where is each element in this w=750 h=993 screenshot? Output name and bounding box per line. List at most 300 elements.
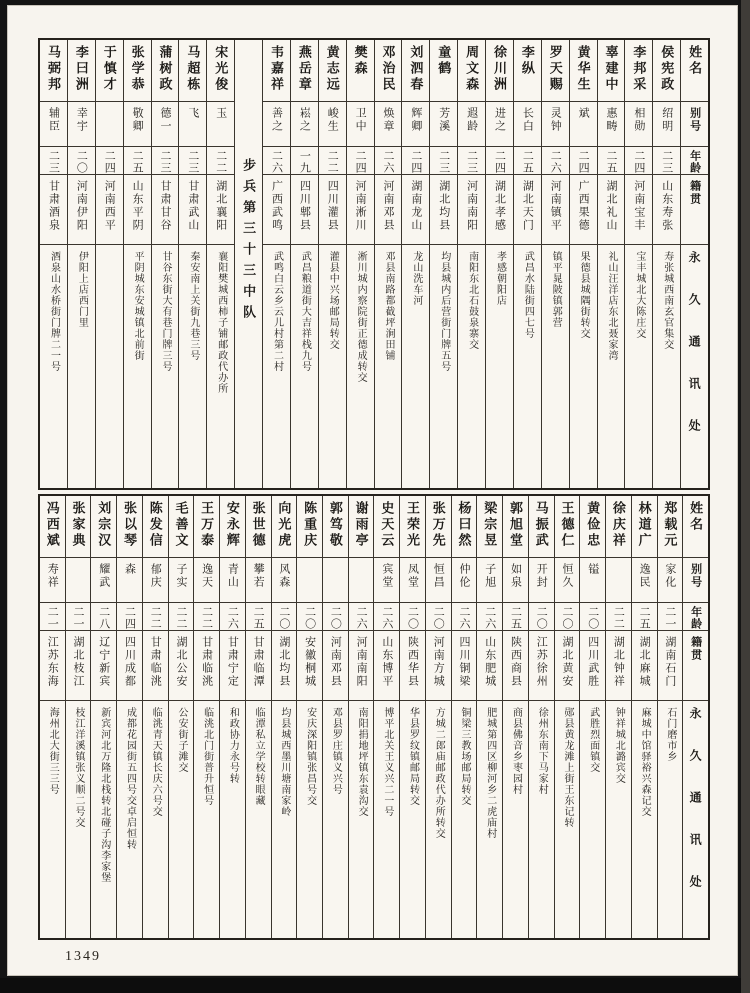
native-cell [40,175,67,245]
age-cell-text: 二一 [663,606,676,630]
age-cell [179,147,206,175]
age-cell-text: 二五 [638,606,651,630]
age-cell-text: 二八 [97,606,110,630]
address-cell [40,245,67,488]
alias-cell [375,102,402,147]
native-cell-text: 四川武胜 [586,636,599,688]
alias-cell-text: 辉卿 [409,107,422,133]
address-cell [542,245,569,488]
address-cell [598,245,625,488]
age-cell [66,603,91,631]
native-cell [426,631,451,701]
age-cell-text: 二二 [326,150,339,174]
alias-cell-text: 焕章 [381,107,394,133]
address-cell [570,245,597,488]
person-column [605,496,631,938]
age-cell [220,603,245,631]
name-cell-text: 李纵 [519,45,535,77]
name-cell-text: 徐庆祥 [610,501,626,549]
person-column [631,496,657,938]
native-cell-text: 湖北礼山 [604,180,617,232]
name-cell [374,496,399,558]
name-cell [400,496,425,558]
address-cell [291,245,318,488]
age-cell [40,147,67,175]
native-cell-text: 江苏东海 [46,636,59,688]
address-cell [503,701,528,938]
alias-cell-text: 镒 [586,563,599,576]
age-cell-text: 二四 [409,150,422,174]
address-cell [514,245,541,488]
alias-cell-text: 幸宇 [75,107,88,133]
address-cell [477,701,502,938]
name-cell-text: 杨曰然 [456,501,472,549]
alias-cell [246,558,271,603]
person-column [485,40,513,488]
native-cell [529,631,554,701]
person-column [652,40,680,488]
alias-cell [40,102,67,147]
address-cell [347,245,374,488]
alias-cell-text: 灵钟 [549,107,562,133]
alias-cell-text: 宾堂 [380,563,393,589]
alias-cell [319,102,346,147]
person-column [90,496,116,938]
age-cell [514,147,541,175]
address-cell-text: 枝江洋溪镇张义顺二号交 [73,707,84,828]
age-cell [374,603,399,631]
address-cell [486,245,513,488]
alias-cell-text: 惠畴 [604,107,617,133]
address-cell-text: 麻城中馆驿裕兴森记交 [639,707,651,817]
age-cell-text: 二〇 [75,150,88,174]
address-cell [194,701,219,938]
age-cell-text: 二二 [174,606,187,630]
address-cell [143,701,168,938]
scan-edge-bottom [0,978,750,993]
age-header-text: 年龄 [688,150,701,174]
age-cell-text: 二五 [509,606,522,630]
name-cell [323,496,348,558]
alias-cell-text: 耀武 [97,563,110,589]
native-cell [570,175,597,245]
age-cell-text: 二〇 [303,606,316,630]
alias-cell [542,102,569,147]
native-header-text: 籍贯 [688,180,701,206]
age-cell-text: 二六 [458,606,471,630]
native-cell [220,631,245,701]
name-cell-text: 张以琴 [121,501,137,549]
name-cell [66,496,91,558]
alias-cell-text: 飞 [186,107,199,120]
name-header [683,496,708,558]
name-cell-text: 李曰洲 [73,45,89,93]
name-cell [68,40,95,102]
address-cell-text: 甘谷东街大有巷门牌三号 [159,251,171,372]
native-cell [297,631,322,701]
alias-cell [529,558,554,603]
native-cell-text: 河南邓县 [381,180,394,232]
native-cell-text: 湖北天门 [521,180,534,232]
address-cell [263,245,290,488]
native-cell [402,175,429,245]
native-cell [542,175,569,245]
alias-cell-text: 逸天 [200,563,213,589]
top-table [38,38,710,490]
address-cell-text: 武昌水陆街四七号 [522,251,534,339]
age-cell-text: 二三 [186,150,199,174]
age-cell [430,147,457,175]
age-cell [272,603,297,631]
native-cell-text: 甘肃宁定 [226,636,239,688]
address-cell-text: 新宾河北万隆北栈转北碰子沟李家堡 [98,707,110,883]
alias-cell [169,558,194,603]
address-cell [653,245,680,488]
alias-header [683,558,708,603]
native-cell [68,175,95,245]
age-cell-text: 二五 [604,150,617,174]
age-header [683,603,708,631]
native-cell-text: 河南南阳 [465,180,478,232]
address-cell-text: 武胜烈面镇交 [587,707,599,773]
person-column [116,496,142,938]
name-header-text: 姓名 [688,501,704,533]
name-cell [40,40,67,102]
address-cell-text: 石门磨市乡 [664,707,676,762]
person-column [451,496,477,938]
name-cell [653,40,680,102]
name-cell-text: 陈发信 [147,501,163,549]
person-column [374,40,402,488]
alias-cell-text: 斌 [577,107,590,120]
alias-cell [653,102,680,147]
address-cell-text: 均县城西墨川塘南家岭 [278,707,290,817]
name-cell [349,496,374,558]
name-cell [169,496,194,558]
native-cell-text: 湖南石门 [663,636,676,688]
person-column [123,40,151,488]
address-cell [66,701,91,938]
age-cell [194,603,219,631]
name-cell [477,496,502,558]
name-cell [291,40,318,102]
alias-cell [66,558,91,603]
address-header [683,701,708,938]
person-column [348,496,374,938]
address-cell [606,701,631,938]
name-cell [606,496,631,558]
age-cell [68,147,95,175]
age-cell [503,603,528,631]
alias-cell [486,102,513,147]
person-column [67,40,95,488]
address-cell-text: 酒泉山水桥街门牌二一号 [48,251,60,372]
native-cell-text: 广西武鸣 [270,180,283,232]
name-cell [117,496,142,558]
native-cell-text: 山东博平 [380,636,393,688]
age-cell-text: 二〇 [586,606,599,630]
alias-header-text: 别号 [688,107,701,133]
address-cell-text: 安庆深阳镇张昌号交 [304,707,316,806]
name-cell [96,40,123,102]
address-cell [632,701,657,938]
person-column [178,40,206,488]
native-cell-text: 山东寿张 [660,180,673,232]
name-cell-text: 黄华生 [575,45,591,93]
age-cell [246,603,271,631]
address-cell-text: 秦安南上关街九巷三号 [187,251,199,361]
age-cell-text: 二六 [355,606,368,630]
alias-cell-text: 绍明 [660,107,673,133]
address-cell-text: 铜梁三教场邮局转交 [459,707,471,806]
name-cell-text: 徐川洲 [491,45,507,93]
native-cell [91,631,116,701]
native-cell [555,631,580,701]
native-cell-text: 湖北襄阳 [214,180,227,232]
person-column [168,496,194,938]
person-column [245,496,271,938]
name-cell [625,40,652,102]
age-cell-text: 一九 [298,150,311,174]
person-column [296,496,322,938]
address-cell [430,245,457,488]
native-cell-text: 河南邓县 [329,636,342,688]
name-cell-text: 黄志远 [324,45,340,93]
alias-cell-text: 子旭 [483,563,496,589]
name-header-text: 姓名 [687,45,703,77]
address-cell [96,245,123,488]
address-cell-text: 和政协力永号转 [227,707,239,784]
name-cell [402,40,429,102]
address-cell-text: 方城二郎庙邮政代办所转交 [433,707,445,839]
age-cell-text: 二〇 [535,606,548,630]
age-cell [207,147,234,175]
age-cell-text: 二一 [72,606,84,630]
address-cell-text: 襄阳樊城西柿子铺邮政代办所 [215,251,227,394]
name-cell-text: 刘泗春 [408,45,424,93]
age-cell-text: 二二 [612,606,625,630]
name-cell-text: 周文森 [464,45,480,93]
person-column [554,496,580,938]
age-cell-text: 二五 [252,606,265,630]
alias-cell [207,102,234,147]
name-cell-text: 冯西斌 [44,501,60,549]
name-cell-text: 张学恭 [129,45,145,93]
address-cell-text: 南阳东北石鼓泉寨交 [466,251,478,350]
person-column [346,40,374,488]
person-column [425,496,451,938]
age-cell-text: 二四 [354,150,367,174]
alias-cell-text: 卫中 [354,107,367,133]
native-cell-text: 河南方城 [432,636,445,688]
age-cell [486,147,513,175]
alias-cell-text: 凤堂 [406,563,419,589]
alias-cell-text: 子实 [174,563,187,589]
address-cell [625,245,652,488]
native-cell [375,175,402,245]
native-cell-text: 湖北公安 [174,636,187,688]
address-cell-text: 海州北大街三三号 [47,707,59,795]
squadron-label-column [234,40,262,488]
alias-cell [632,558,657,603]
name-cell [91,496,116,558]
address-cell [658,701,683,938]
age-cell-text: 二四 [632,150,645,174]
person-column [399,496,425,938]
person-column [528,496,554,938]
person-column [262,40,290,488]
address-cell-text: 邓县罗庄镇义兴号 [330,707,342,795]
alias-cell [514,102,541,147]
address-cell [402,245,429,488]
age-cell-text: 二六 [381,150,394,174]
native-cell [486,175,513,245]
native-cell-text: 甘肃临洮 [200,636,213,688]
alias-cell [194,558,219,603]
address-cell [91,701,116,938]
name-cell-text: 王德仁 [559,501,575,549]
alias-cell-text: 进之 [493,107,506,133]
alias-cell [152,102,179,147]
alias-cell-text: 善之 [270,107,283,133]
alias-cell [323,558,348,603]
age-cell-text: 二四 [577,150,590,174]
person-column [502,496,528,938]
name-cell-text: 辜建中 [603,45,619,93]
native-cell-text: 甘肃武山 [186,180,199,232]
name-cell-text: 马振武 [533,501,549,549]
address-cell [319,245,346,488]
address-cell [400,701,425,938]
name-cell-text: 王荣光 [405,501,421,549]
paper-sheet [7,5,738,976]
address-cell [529,701,554,938]
alias-cell-text: 逸民 [638,563,651,589]
native-cell [117,631,142,701]
age-cell [555,603,580,631]
native-cell [514,175,541,245]
address-cell-text: 临洮北门街普升恒号 [201,707,213,806]
squadron-label [235,40,262,488]
alias-cell-text: 相勋 [632,107,645,133]
address-cell-text: 武昌粮道街大吉祥栈九号 [299,251,311,372]
native-cell-text: 四川铜梁 [458,636,471,688]
alias-cell [117,558,142,603]
person-column [597,40,625,488]
native-cell-text: 湖北黄安 [560,636,573,688]
name-cell [555,496,580,558]
alias-cell [555,558,580,603]
name-cell [143,496,168,558]
alias-cell [263,102,290,147]
squadron-label-text: 步兵第三十三中队 [241,158,257,326]
person-column [457,40,485,488]
name-cell-text: 蒲树政 [157,45,173,93]
name-cell [179,40,206,102]
address-cell [207,245,234,488]
person-column [40,496,65,938]
address-cell-text: 淅川城内察院街正德成转交 [355,251,367,383]
age-cell [347,147,374,175]
age-cell-text: 二六 [549,150,562,174]
address-cell [375,245,402,488]
alias-cell-text: 郁庆 [149,563,162,589]
native-cell [653,175,680,245]
name-cell-text: 李邦采 [631,45,647,93]
age-cell-text: 二二 [200,606,213,630]
alias-cell [503,558,528,603]
native-cell [458,175,485,245]
name-cell-text: 毛善文 [173,501,189,549]
address-cell-text: 镇平晁陂镇郭营 [550,251,562,328]
name-cell [246,496,271,558]
person-column [513,40,541,488]
native-cell-text: 河南淅川 [354,180,367,232]
address-cell [272,701,297,938]
address-cell [152,245,179,488]
name-cell-text: 郭旭堂 [507,501,523,549]
person-column [318,40,346,488]
person-column [142,496,168,938]
name-cell [430,40,457,102]
person-column [193,496,219,938]
native-cell-text: 广西果德 [577,180,590,232]
person-column [219,496,245,938]
name-cell [458,40,485,102]
native-cell-text: 江苏徐州 [535,636,548,688]
age-cell [297,603,322,631]
address-cell-text: 果德县城隅街转交 [578,251,590,339]
native-cell-text: 陕西华县 [406,636,419,688]
native-cell-text: 陕西商县 [509,636,522,688]
name-cell-text: 马弼邦 [45,45,61,93]
address-cell-text: 公安街子滩交 [175,707,187,773]
person-column [657,496,683,938]
address-cell-text: 临洮青天镇长庆六号交 [150,707,162,817]
native-cell-text: 湖北钟祥 [612,636,625,688]
address-cell [297,701,322,938]
native-cell-text: 湖北均县 [277,636,290,688]
name-cell-text: 张万先 [430,501,446,549]
native-cell [452,631,477,701]
alias-cell [658,558,683,603]
age-cell [606,603,631,631]
age-cell-text: 二三 [660,150,673,174]
scan-edge-right [741,0,750,993]
address-cell-text: 宝丰城北大陈庄交 [633,251,645,339]
native-header [681,175,708,245]
native-cell [40,631,65,701]
address-cell [555,701,580,938]
age-cell [323,603,348,631]
person-column [373,496,399,938]
name-cell [598,40,625,102]
address-cell-text: 武鸣白云乡云儿村第二村 [271,251,283,372]
alias-cell-text: 森 [123,563,136,576]
alias-cell [40,558,65,603]
age-cell [143,603,168,631]
native-cell-text: 湖北枝江 [72,636,84,688]
age-cell-text: 二六 [226,606,239,630]
alias-cell [374,558,399,603]
age-cell [570,147,597,175]
address-cell-text: 肥城第四区柳河乡二虎庙村 [484,707,496,839]
age-cell [169,603,194,631]
name-cell-text: 谢雨亭 [353,501,369,549]
native-header-text: 籍贯 [689,636,702,662]
address-cell [40,701,65,938]
age-header-text: 年龄 [689,606,702,630]
